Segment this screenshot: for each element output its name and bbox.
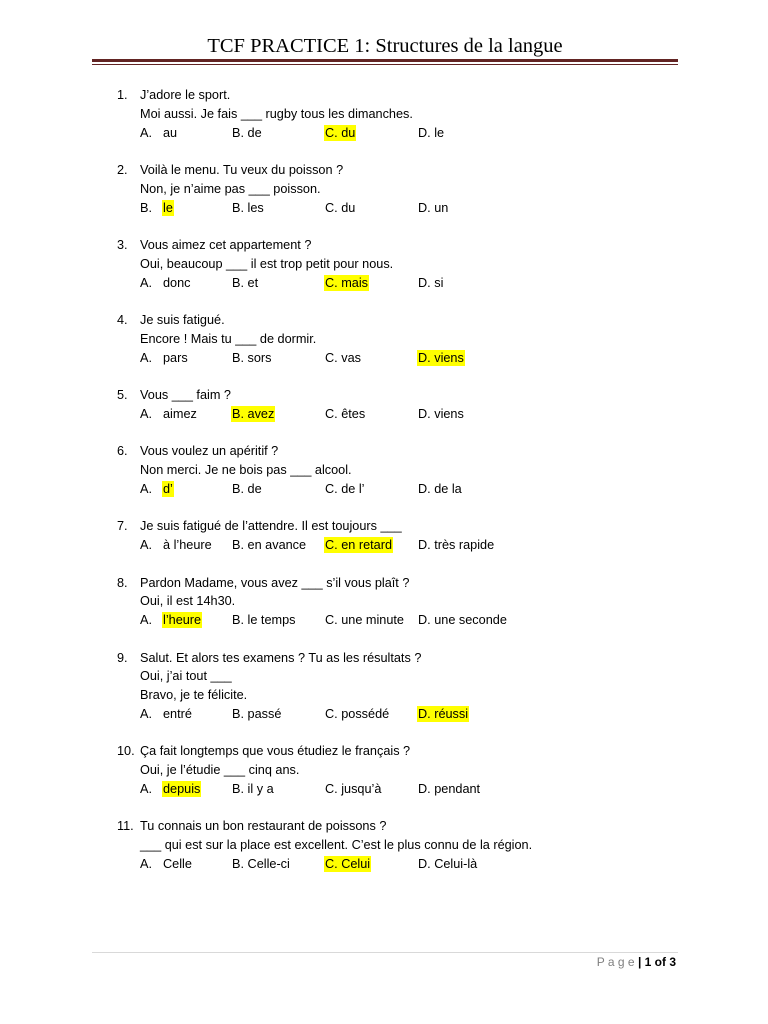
option-a-value: donc <box>163 275 191 290</box>
option-b-label: B. <box>232 706 244 721</box>
option-d-value: le <box>434 125 445 140</box>
option-c-text <box>325 351 361 365</box>
question-text-line: Oui, j’ai tout ___ <box>140 669 232 684</box>
question-text-line: J’adore le sport. <box>140 88 231 102</box>
question-number: 5. <box>117 388 128 402</box>
option-a-label: A. <box>140 275 152 290</box>
footer-rule <box>92 952 678 953</box>
option-b <box>232 480 262 499</box>
option-c-text <box>325 707 389 721</box>
option-d <box>418 855 477 874</box>
option-d-label: D. <box>418 350 431 365</box>
answer-options <box>140 349 680 368</box>
question-6 <box>117 442 680 498</box>
question-list <box>117 86 680 892</box>
option-b-label: B. <box>232 781 244 796</box>
answer-options <box>140 274 680 293</box>
question-1 <box>117 86 680 142</box>
page-number: 1 of 3 <box>644 955 676 969</box>
option-a <box>163 780 200 799</box>
option-a-value: Celle <box>163 856 192 871</box>
question-number: 10. <box>117 744 135 759</box>
option-b-text <box>232 351 272 365</box>
option-c <box>325 855 370 874</box>
option-d-value: de la <box>434 481 462 496</box>
option-c-text <box>325 782 381 796</box>
option-a-value: le <box>163 200 173 215</box>
answer-options <box>140 405 680 424</box>
option-a-value: depuis <box>163 781 201 796</box>
question-text-line: Pardon Madame, vous avez ___ s’il vous plaît ? <box>140 575 410 590</box>
option-b-text <box>232 201 264 215</box>
option-b-text <box>232 707 281 721</box>
option-c-value: du <box>341 200 356 215</box>
option-a <box>163 124 177 143</box>
option-c <box>325 405 365 424</box>
option-c <box>325 611 404 630</box>
option-d <box>418 124 444 143</box>
option-d-text <box>418 276 443 290</box>
question-text-line: Oui, il est 14h30. <box>140 594 236 609</box>
option-c-value: jusqu’à <box>341 781 382 796</box>
question-text-line: Salut. Et alors tes examens ? Tu as les résultats ? <box>140 650 422 665</box>
option-a-label: A. <box>140 706 152 721</box>
option-b-label: B. <box>232 350 244 365</box>
question-text-line: Oui, je l’étudie ___ cinq ans. <box>140 763 300 777</box>
option-a-label: A. <box>140 125 152 140</box>
option-b <box>232 855 290 874</box>
option-c-text <box>325 613 404 627</box>
option-a-value: à l’heure <box>163 538 212 552</box>
option-d <box>418 536 494 555</box>
option-c-label: C. <box>325 856 338 871</box>
option-d-text <box>417 350 465 366</box>
question-5 <box>117 386 680 424</box>
option-d-value: viens <box>434 406 464 421</box>
option-d-text <box>418 613 507 627</box>
option-d-label: D. <box>418 275 431 290</box>
question-text-line: Non, je n’aime pas ___ poisson. <box>140 181 321 196</box>
option-d-value: Celui-là <box>434 856 478 871</box>
option-b-text <box>232 538 306 552</box>
option-b <box>232 536 306 555</box>
option-d-label: D. <box>418 706 431 721</box>
question-9 <box>117 649 680 724</box>
answer-options <box>140 480 680 499</box>
option-c <box>325 274 368 293</box>
option-b-label: B. <box>232 125 244 140</box>
option-d-value: si <box>434 275 444 290</box>
option-c <box>325 199 355 218</box>
option-d <box>418 349 464 368</box>
option-d <box>418 199 448 218</box>
option-a <box>163 480 173 499</box>
option-b-text <box>232 613 295 627</box>
option-d-label: D. <box>418 481 431 496</box>
option-a <box>163 611 201 630</box>
option-d <box>418 780 480 799</box>
option-d-text <box>417 706 469 722</box>
option-b-label: B. <box>232 856 244 871</box>
option-c <box>325 780 381 799</box>
option-c <box>325 349 361 368</box>
option-c-value: êtes <box>341 406 366 421</box>
option-d-value: une seconde <box>434 613 507 627</box>
option-b-value: il y a <box>247 781 274 796</box>
option-b-value: en avance <box>247 538 307 552</box>
option-a <box>163 855 192 874</box>
option-b-value: de <box>247 125 262 140</box>
question-number: 11. <box>117 819 134 834</box>
option-c-text <box>324 856 371 872</box>
option-a-value: l’heure <box>163 613 202 627</box>
option-b <box>232 780 274 799</box>
question-text-line: Encore ! Mais tu ___ de dormir. <box>140 331 317 346</box>
option-c-text <box>324 537 393 553</box>
question-3 <box>117 236 680 292</box>
page-label: P a g e <box>596 955 635 969</box>
option-b-text <box>232 482 262 496</box>
option-d-value: viens <box>434 350 464 365</box>
option-a <box>163 405 197 424</box>
option-a-value: aimez <box>163 406 197 421</box>
header-rule-thick <box>92 59 678 62</box>
option-c-label: C. <box>325 350 338 365</box>
option-b-value: sors <box>247 350 272 365</box>
option-c-value: mais <box>341 275 369 290</box>
option-b <box>232 124 262 143</box>
option-d <box>418 274 443 293</box>
question-text-line: Voilà le menu. Tu veux du poisson ? <box>140 163 344 177</box>
option-b <box>232 349 272 368</box>
option-d <box>418 480 462 499</box>
option-a-label: A. <box>140 350 152 365</box>
question-10 <box>117 742 680 798</box>
option-d <box>418 611 507 630</box>
option-d-text <box>418 201 448 215</box>
option-a-label: A. <box>140 406 152 421</box>
option-b-label: B. <box>232 406 244 421</box>
answer-options <box>140 611 680 630</box>
option-d-text <box>418 538 494 552</box>
option-b-text <box>232 126 262 140</box>
header-rule-thin <box>92 64 678 65</box>
option-c-value: du <box>341 125 356 140</box>
option-d-value: un <box>434 200 449 215</box>
option-b-label: B. <box>232 481 244 496</box>
option-d-label: D. <box>418 125 431 140</box>
option-c-value: vas <box>341 350 361 365</box>
option-c-value: Celui <box>341 856 371 871</box>
option-c <box>325 536 392 555</box>
option-c-label: C. <box>325 781 338 796</box>
option-b-value: Celle-ci <box>247 856 290 871</box>
question-text-line: Vous aimez cet appartement ? <box>140 238 312 252</box>
option-b <box>232 611 295 630</box>
option-c <box>325 480 365 499</box>
answer-options <box>140 705 680 724</box>
option-b-value: le temps <box>247 613 296 627</box>
option-c-label: C. <box>325 706 338 721</box>
question-text-line: Moi aussi. Je fais ___ rugby tous les dimanches. <box>140 106 413 121</box>
question-number: 4. <box>117 313 128 327</box>
option-a-label: B. <box>140 200 152 215</box>
option-c-label: C. <box>325 200 338 215</box>
option-d-value: très rapide <box>434 538 495 552</box>
answer-options <box>140 536 680 555</box>
option-d-text <box>418 782 480 796</box>
option-c-text <box>325 482 365 496</box>
question-number: 1. <box>117 88 128 102</box>
option-d-text <box>418 126 444 140</box>
option-a-value: d’ <box>163 481 173 496</box>
option-b-value: de <box>247 481 262 496</box>
option-d-label: D. <box>418 781 431 796</box>
page-title: TCF PRACTICE 1: Structures de la langue <box>207 35 563 57</box>
answer-options <box>140 124 680 143</box>
question-text-line: Tu connais un bon restaurant de poissons ? <box>140 819 387 834</box>
option-a-label: A. <box>140 613 152 627</box>
question-text-line: Vous ___ faim ? <box>140 388 231 402</box>
option-a <box>163 199 173 218</box>
option-d-text <box>418 857 477 871</box>
question-number: 9. <box>117 650 128 665</box>
question-2 <box>117 161 680 217</box>
question-7 <box>117 517 680 555</box>
option-c-label: C. <box>325 275 338 290</box>
question-text-line: Ça fait longtemps que vous étudiez le français ? <box>140 744 411 759</box>
question-4 <box>117 311 680 367</box>
option-b-text <box>232 276 258 290</box>
question-text-line: Oui, beaucoup ___ il est trop petit pour nous. <box>140 256 394 271</box>
option-c-text <box>324 125 356 141</box>
option-d-label: D. <box>418 200 431 215</box>
question-text-line: ___ qui est sur la place est excellent. C’est le plus connu de la région. <box>140 838 533 852</box>
option-c-label: C. <box>325 481 338 496</box>
option-b-text <box>232 857 290 871</box>
option-d-label: D. <box>418 613 431 627</box>
option-c-value: en retard <box>341 538 392 552</box>
question-number: 2. <box>117 163 128 177</box>
option-d <box>418 405 464 424</box>
question-number: 8. <box>117 575 128 590</box>
option-c-value: de l’ <box>341 481 365 496</box>
option-d-text <box>418 407 464 421</box>
option-b-value: passé <box>247 706 282 721</box>
option-b-value: et <box>247 275 259 290</box>
option-b <box>232 199 264 218</box>
option-b-text <box>232 782 274 796</box>
answer-options <box>140 855 680 874</box>
option-d-value: réussi <box>434 706 469 721</box>
option-c-value: une minute <box>341 613 404 627</box>
option-c-value: possédé <box>341 706 390 721</box>
question-11 <box>117 817 680 873</box>
option-a <box>163 274 191 293</box>
option-a <box>163 705 192 724</box>
option-c-label: C. <box>325 125 338 140</box>
option-a-value: pars <box>163 350 188 365</box>
question-number: 7. <box>117 519 128 534</box>
question-text-line: Je suis fatigué de l’attendre. Il est toujours ___ <box>140 519 402 534</box>
question-text-line: Vous voulez un apéritif ? <box>140 444 279 459</box>
question-number: 3. <box>117 238 128 252</box>
page-footer <box>92 954 676 970</box>
option-c <box>325 124 355 143</box>
option-d-label: D. <box>418 856 431 871</box>
option-c-label: C. <box>325 406 338 421</box>
option-b-value: les <box>247 200 264 215</box>
answer-options <box>140 199 680 218</box>
option-c-label: C. <box>325 538 338 552</box>
option-a-label: A. <box>140 538 152 552</box>
option-b-text <box>231 406 275 422</box>
option-a-value: au <box>163 125 178 140</box>
question-text-line: Non merci. Je ne bois pas ___ alcool. <box>140 463 352 477</box>
option-d-value: pendant <box>434 781 481 796</box>
option-a-label: A. <box>140 481 152 496</box>
option-d-label: D. <box>418 538 431 552</box>
option-a-label: A. <box>140 856 152 871</box>
question-8 <box>117 574 680 630</box>
option-c-text <box>325 201 355 215</box>
question-text-line: Bravo, je te félicite. <box>140 688 248 702</box>
question-text-line: Je suis fatigué. <box>140 313 225 327</box>
option-a-label: A. <box>140 781 152 796</box>
option-c-label: C. <box>325 613 338 627</box>
footer-separator: | <box>637 955 642 969</box>
option-a <box>163 536 212 555</box>
option-b-value: avez <box>247 406 275 421</box>
option-b <box>232 405 274 424</box>
option-d-label: D. <box>418 406 431 421</box>
option-b-label: B. <box>232 613 244 627</box>
option-a-value: entré <box>163 706 192 721</box>
option-b <box>232 274 258 293</box>
option-a <box>163 349 188 368</box>
option-b-label: B. <box>232 275 244 290</box>
answer-options <box>140 780 680 799</box>
option-b <box>232 705 281 724</box>
option-b-label: B. <box>232 538 244 552</box>
question-number: 6. <box>117 444 128 459</box>
option-b-label: B. <box>232 200 244 215</box>
option-c <box>325 705 389 724</box>
option-d <box>418 705 468 724</box>
option-c-text <box>325 407 365 421</box>
option-d-text <box>418 482 462 496</box>
option-c-text <box>324 275 369 291</box>
